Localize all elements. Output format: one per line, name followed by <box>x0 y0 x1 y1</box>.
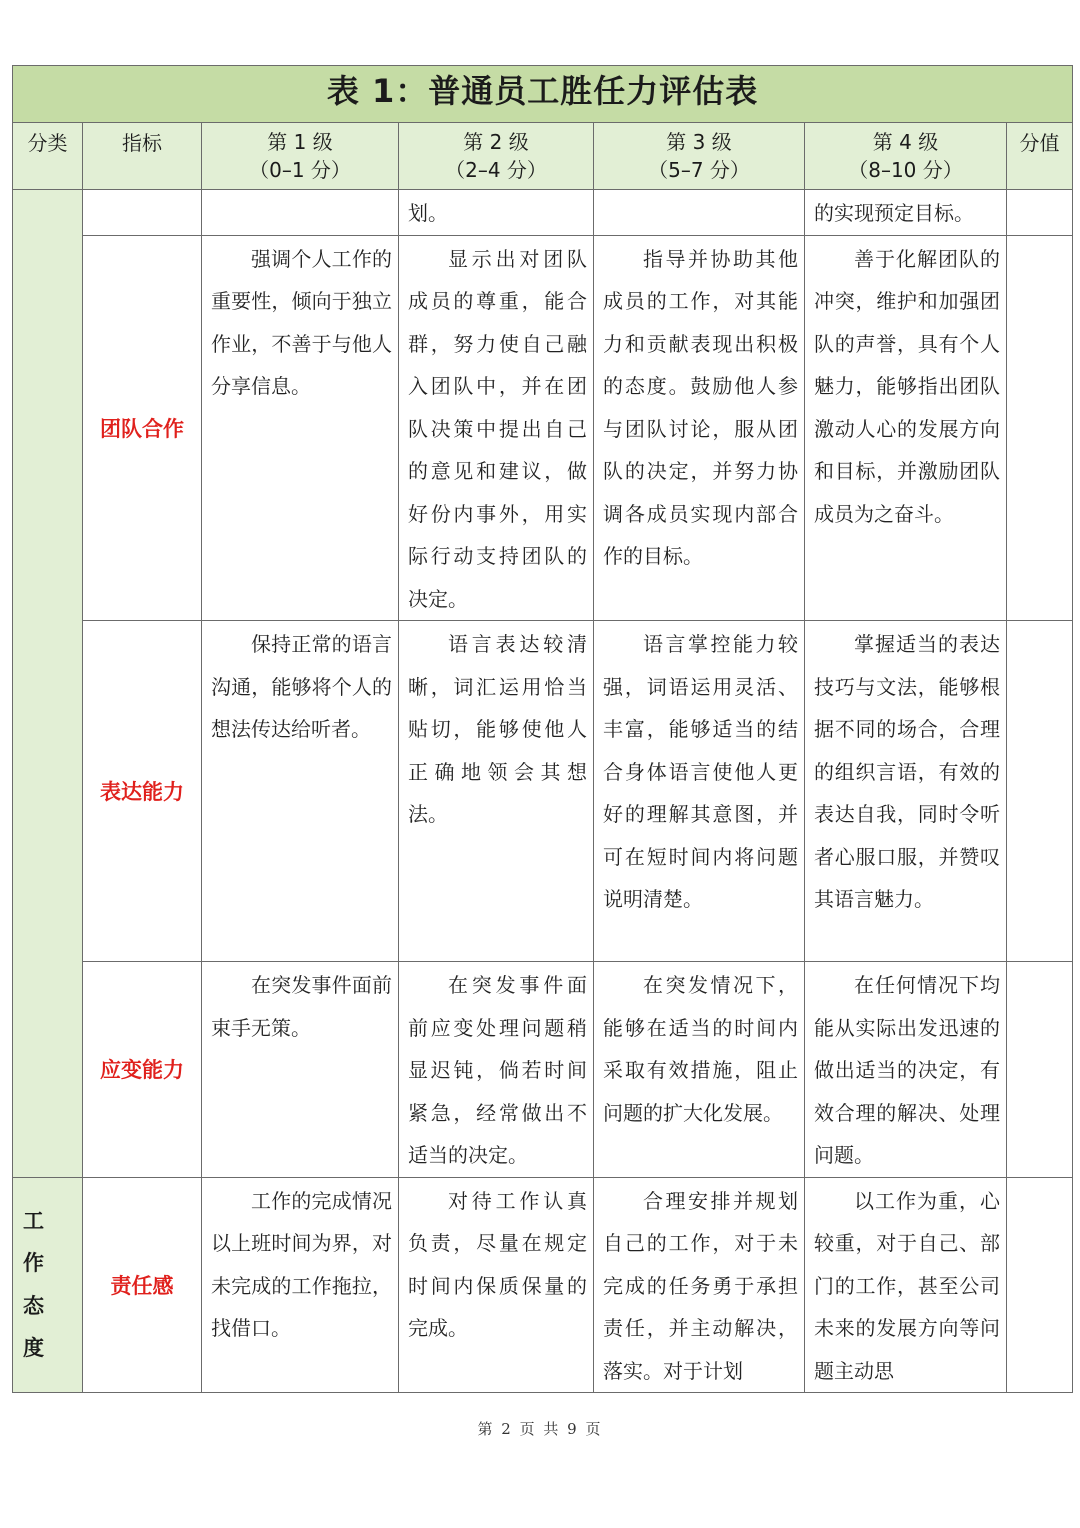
level-4-text: 以工作为重，心较重，对于自己、部门的工作，甚至公司未来的发展方向等问题主动思 <box>814 1188 1000 1383</box>
level-2-range: （2–4 分） <box>445 158 547 182</box>
level-3-cell <box>594 962 805 1178</box>
table-title: 表 1：普通员工胜任力评估表 <box>13 66 1073 123</box>
level-4-cell <box>805 235 1007 621</box>
level-2-cell <box>399 962 594 1178</box>
level-4-cell <box>805 962 1007 1178</box>
header-level-1 <box>202 123 399 190</box>
level-2-cell <box>399 190 594 236</box>
level-3-cell <box>594 190 805 236</box>
score-cell <box>1007 1177 1073 1393</box>
header-score: 分值 <box>1007 123 1073 190</box>
level-1-cell <box>202 190 399 236</box>
level-4-cell <box>805 190 1007 236</box>
category-char: 态 <box>23 1293 44 1318</box>
level-1-label: 第 1 级 <box>267 130 333 154</box>
level-3-text: 合理安排并规划自己的工作，对于未完成的任务勇于承担责任，并主动解决，落实。对于计划 <box>603 1188 798 1383</box>
level-2-cell <box>399 621 594 962</box>
indicator-adaptability: 应变能力 <box>83 962 202 1178</box>
level-4-range: （8–10 分） <box>848 158 963 182</box>
level-1-cell <box>202 621 399 962</box>
indicator-expression: 表达能力 <box>83 621 202 962</box>
level-2-text: 语言表达较清晰，词汇运用恰当贴切，能够使他人正确地领会其想法。 <box>408 632 587 826</box>
level-4-text: 的实现预定目标。 <box>814 201 974 225</box>
table-row <box>13 962 1073 1178</box>
category-work-attitude <box>13 1177 83 1393</box>
level-4-text: 掌握适当的表达技巧与文法，能够根据不同的场合，合理的组织言语，有效的表达自我，同时令听者心服口服，并赞叹其语言魅力。 <box>814 632 1000 911</box>
level-3-cell <box>594 235 805 621</box>
score-cell <box>1007 235 1073 621</box>
table-row <box>13 1177 1073 1393</box>
level-3-range: （5–7 分） <box>648 158 750 182</box>
indicator-cell <box>83 190 202 236</box>
level-2-text: 对待工作认真负责，尽量在规定时间内保质保量的完成。 <box>408 1188 587 1340</box>
level-3-text: 语言掌控能力较强，词语运用灵活、丰富，能够适当的结合身体语言使他人更好的理解其意图，并可在短时间内将问题说明清楚。 <box>603 632 798 911</box>
level-2-text: 划。 <box>408 201 448 225</box>
level-1-cell <box>202 235 399 621</box>
level-3-label: 第 3 级 <box>666 130 732 154</box>
level-2-text: 在突发事件面前应变处理问题稍显迟钝，倘若时间紧急，经常做出不适当的决定。 <box>408 973 587 1167</box>
level-4-cell <box>805 1177 1007 1393</box>
header-level-2 <box>399 123 594 190</box>
category-cell-continued <box>13 190 83 1178</box>
level-1-range: （0–1 分） <box>249 158 351 182</box>
level-2-text: 显示出对团队成员的尊重，能合群，努力使自己融入团队中，并在团队决策中提出自己的意见和建议，做好份内事外，用实际行动支持团队的决定。 <box>408 246 587 611</box>
header-indicator: 指标 <box>83 123 202 190</box>
level-4-cell <box>805 621 1007 962</box>
header-level-4 <box>805 123 1007 190</box>
level-3-text: 在突发情况下，能够在适当的时间内采取有效措施，阻止问题的扩大化发展。 <box>603 973 798 1125</box>
level-1-cell <box>202 962 399 1178</box>
level-3-text: 指导并协助其他成员的工作，对其能力和贡献表现出积极的态度。鼓励他人参与团队讨论，服从团队的决定，并努力协调各成员实现内部合作的目标。 <box>603 246 798 568</box>
level-4-text: 善于化解团队的冲突，维护和加强团队的声誉，具有个人魅力，能够指出团队激动人心的发展方向和目标，并激励团队成员为之奋斗。 <box>814 246 1000 526</box>
table-row <box>13 621 1073 962</box>
competency-table <box>12 65 1073 1393</box>
score-cell <box>1007 190 1073 236</box>
level-2-cell <box>399 1177 594 1393</box>
level-3-cell <box>594 621 805 962</box>
header-row <box>13 123 1073 190</box>
table-row <box>13 235 1073 621</box>
level-3-cell <box>594 1177 805 1393</box>
level-1-text: 工作的完成情况以上班时间为界，对未完成的工作拖拉，找借口。 <box>211 1188 392 1340</box>
level-4-text: 在任何情况下均能从实际出发迅速的做出适当的决定，有效合理的解决、处理问题。 <box>814 973 1000 1167</box>
table-row <box>13 190 1073 236</box>
indicator-team-work: 团队合作 <box>83 235 202 621</box>
score-cell <box>1007 962 1073 1178</box>
score-cell <box>1007 621 1073 962</box>
level-1-cell <box>202 1177 399 1393</box>
indicator-responsibility: 责任感 <box>83 1177 202 1393</box>
category-char: 作 <box>23 1251 44 1276</box>
level-1-text: 强调个人工作的重要性，倾向于独立作业，不善于与他人分享信息。 <box>211 246 392 398</box>
category-char: 工 <box>23 1208 44 1233</box>
header-category: 分类 <box>13 123 83 190</box>
level-1-text: 保持正常的语言沟通，能够将个人的想法传达给听者。 <box>211 632 392 741</box>
level-4-label: 第 4 级 <box>872 130 939 154</box>
page-footer: 第 2 页 共 9 页 <box>477 1420 603 1438</box>
level-2-label: 第 2 级 <box>463 130 529 154</box>
header-level-3 <box>594 123 805 190</box>
category-char: 度 <box>23 1336 44 1361</box>
level-2-cell <box>399 235 594 621</box>
level-1-text: 在突发事件面前束手无策。 <box>211 973 392 1040</box>
